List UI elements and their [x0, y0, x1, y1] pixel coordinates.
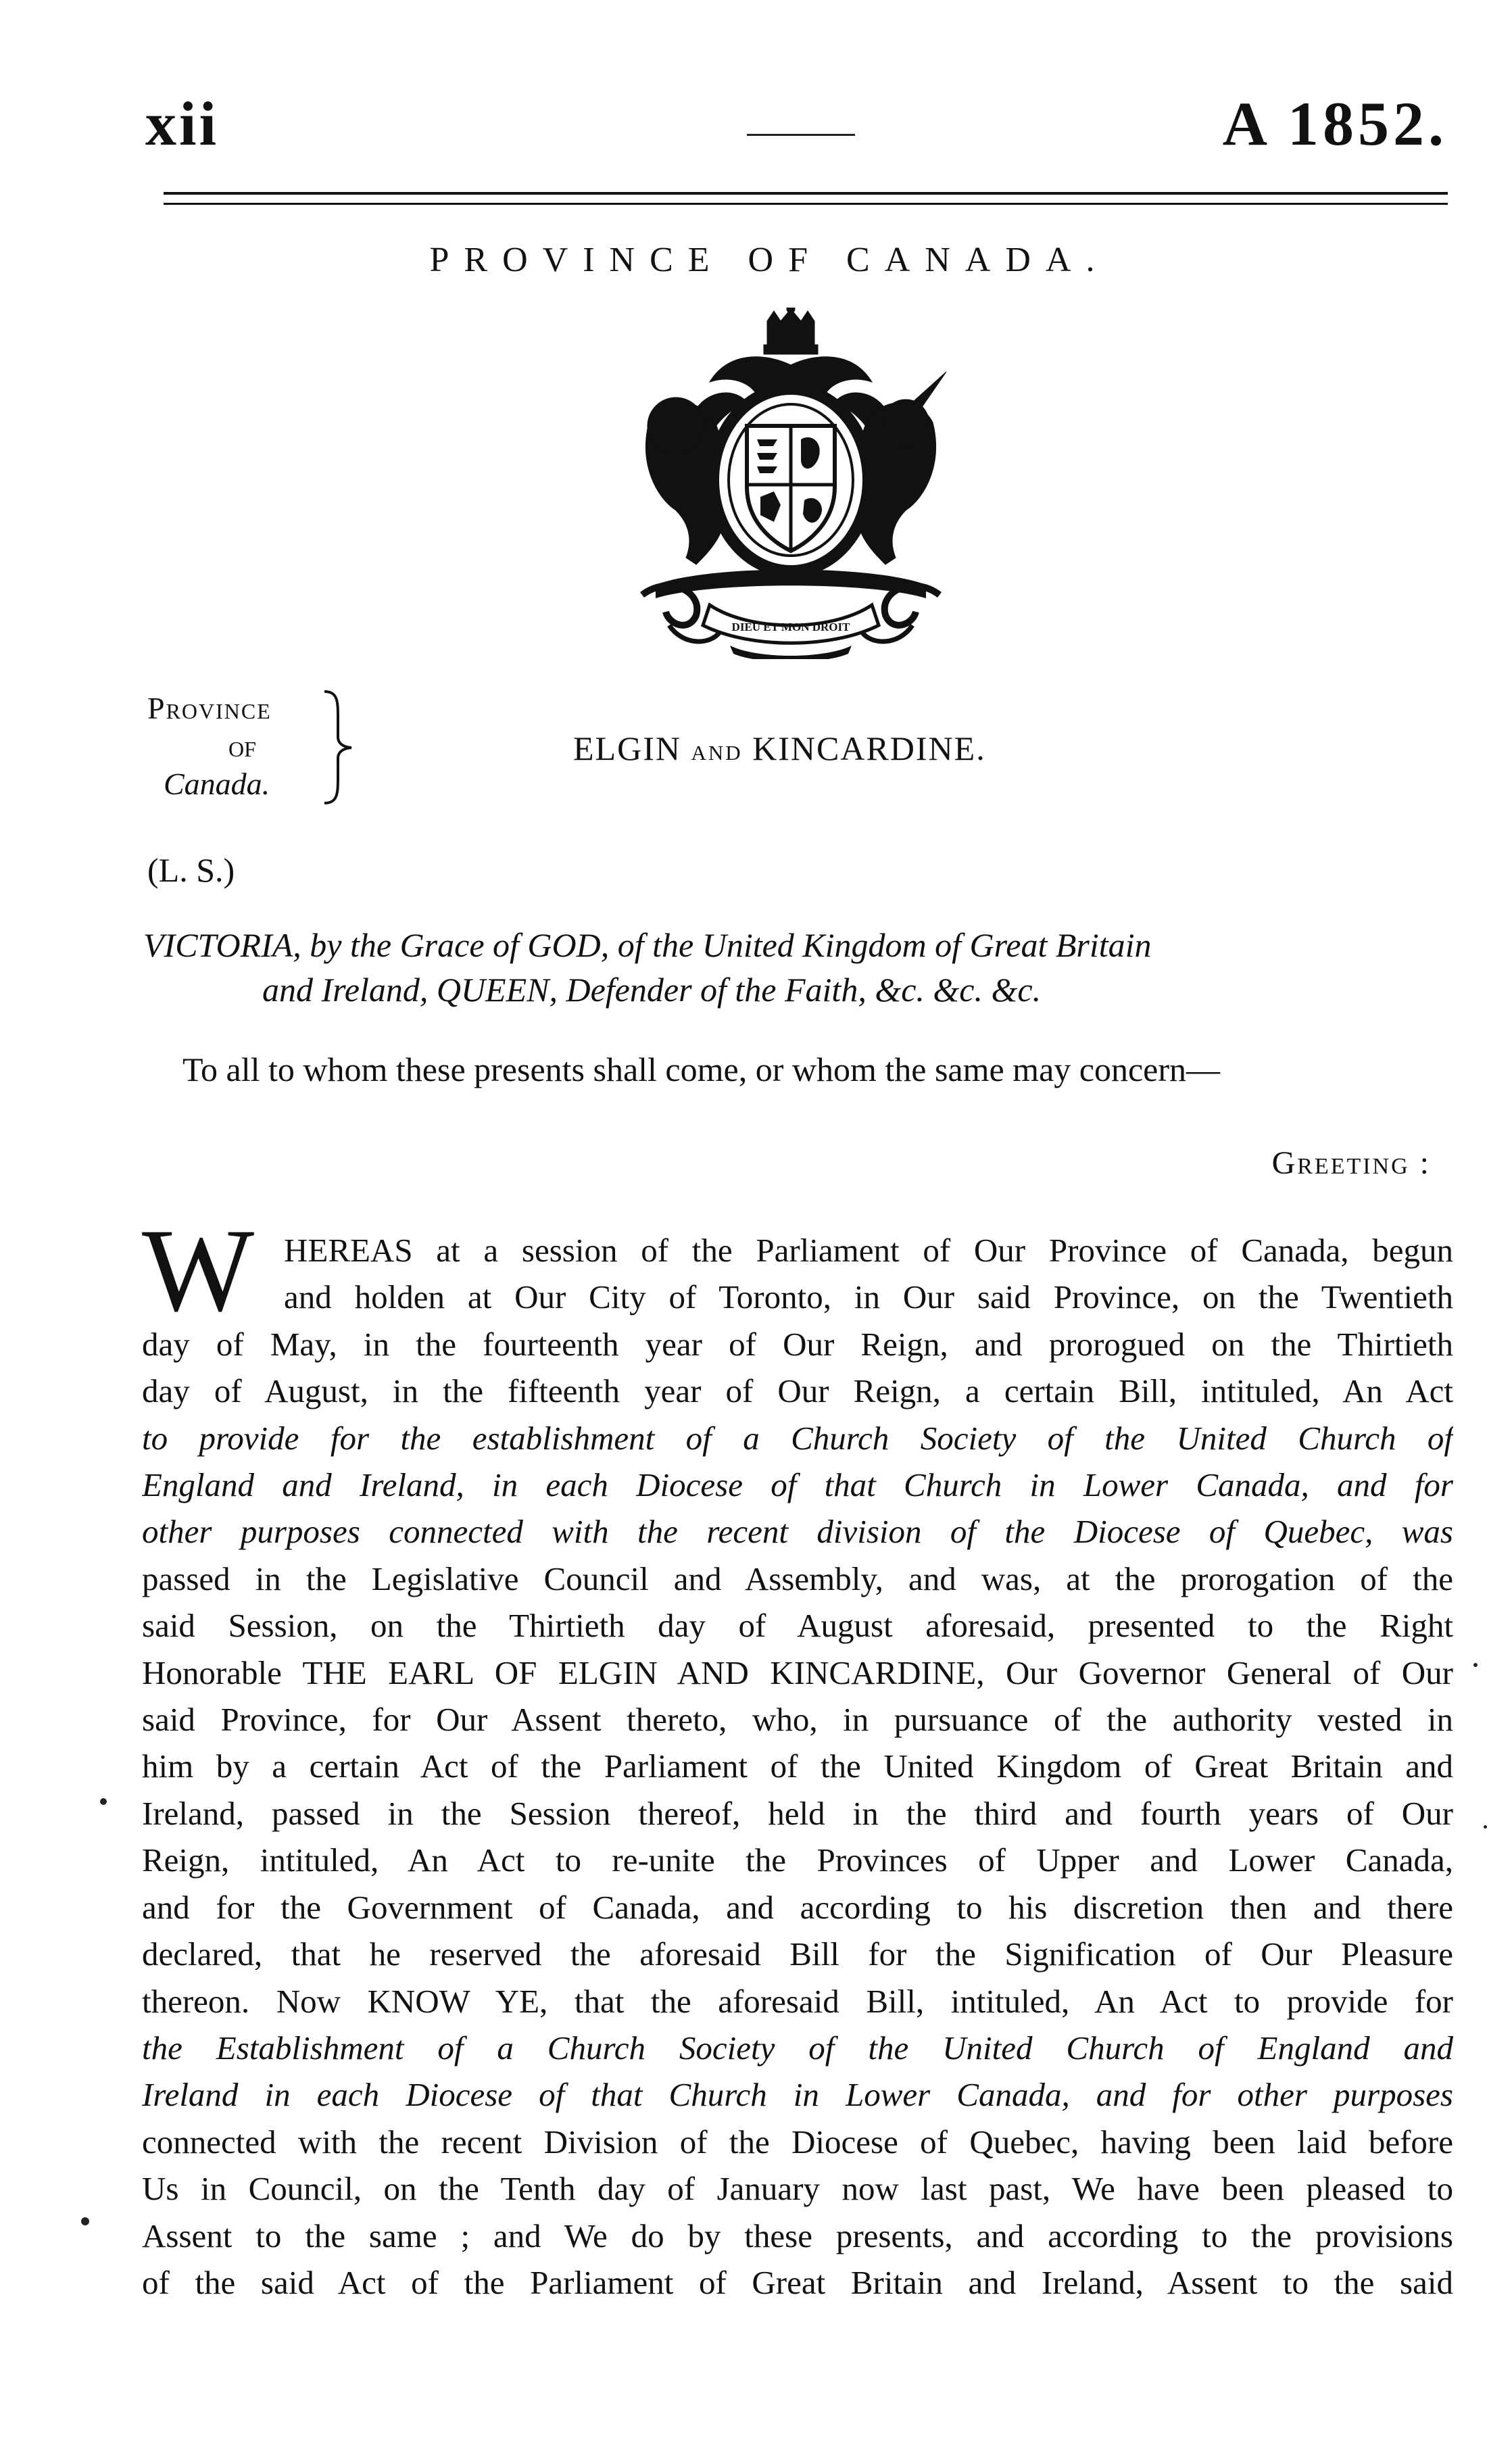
greeting: Greeting : — [1271, 1145, 1431, 1181]
margin-label-line3: Canada. — [164, 767, 270, 801]
body-line: him by a certain Act of the Parliament of the United Kingdom of Great Britain and — [142, 1747, 1453, 1785]
body-line: Ireland, passed in the Session thereof, held in the third and fourth years of Our — [142, 1794, 1453, 1832]
body-line: day of May, in the fourteenth year of Our Reign, and prorogued on the Thirtieth — [142, 1325, 1453, 1363]
body-line: the Establishment of a Church Society of the United Church of England and — [142, 2029, 1453, 2067]
body-line: declared, that he reserved the aforesaid Bill for the Signification of Our Pleasure — [142, 1935, 1453, 1973]
body-line: of the said Act of the Parliament of Great Britain and Ireland, Assent to the said — [142, 2263, 1453, 2301]
royal-coat-of-arms-icon — [629, 308, 953, 659]
drop-cap: W — [142, 1205, 255, 1336]
body-line: and holden at Our City of Toronto, in Our said Province, on the Twentieth — [284, 1278, 1453, 1316]
royal-style-line2: and Ireland, QUEEN, Defender of the Faith, &c. &c. &c. — [262, 971, 1042, 1009]
right-brace-icon — [318, 688, 358, 806]
arms-motto: DIEU ET MON DROIT — [731, 621, 850, 633]
signatory-conjunction: and — [691, 733, 743, 767]
scan-speck — [1484, 1825, 1487, 1829]
body-line: England and Ireland, in each Diocese of that Church in Lower Canada, and for — [142, 1466, 1453, 1504]
body-line: HEREAS at a session of the Parliament of Our Province of Canada, begun — [284, 1232, 1453, 1269]
body-line: passed in the Legislative Council and Assembly, and was, at the prorogation of the — [142, 1560, 1453, 1597]
body-line: to provide for the establishment of a Church Society of the United Church of — [142, 1419, 1453, 1457]
address-line: To all to whom these presents shall come, or whom the same may concern— — [182, 1051, 1220, 1088]
body-line: and for the Government of Canada, and according to his discretion then and there — [142, 1888, 1453, 1926]
body-line: Us in Council, on the Tenth day of January now last past, We have been pleased to — [142, 2170, 1453, 2208]
page-number: xii — [145, 89, 220, 158]
margin-label-line2: of — [228, 729, 256, 763]
royal-style-line1: VICTORIA, by the Grace of GOD, of the United Kingdom of Great Britain — [143, 926, 1152, 964]
body-line: day of August, in the fifteenth year of Our Reign, a certain Bill, intituled, An Act — [142, 1372, 1453, 1410]
scan-speck — [81, 2217, 89, 2225]
body-line: Assent to the same ; and We do by these presents, and according to the provisions — [142, 2217, 1453, 2254]
body-line: Ireland in each Diocese of that Church in Lower Canada, and for other purposes — [142, 2076, 1453, 2114]
signatory-part2: KINCARDINE. — [742, 729, 986, 767]
signatory-part1: ELGIN — [573, 729, 691, 767]
signatory-name — [573, 729, 986, 768]
header-rule-top — [164, 192, 1448, 195]
header-rule-bottom — [164, 203, 1448, 205]
body-line: connected with the recent Division of the Diocese of Quebec, having been laid before — [142, 2123, 1453, 2160]
scan-speck — [1473, 1663, 1478, 1667]
body-line: Reign, intituled, An Act to re-unite the Provinces of Upper and Lower Canada, — [142, 1841, 1453, 1879]
seal-mark: (L. S.) — [147, 851, 235, 889]
body-line: other purposes connected with the recent division of the Diocese of Quebec, was — [142, 1513, 1453, 1551]
page-year: A 1852. — [1222, 89, 1448, 158]
margin-label-line1: Province — [147, 691, 272, 725]
body-line: thereon. Now KNOW YE, that the aforesaid Bill, intituled, An Act to provide for — [142, 1982, 1453, 2020]
scan-speck — [100, 1798, 107, 1805]
royal-style — [143, 923, 1461, 1012]
document-title: PROVINCE OF CANADA. — [429, 241, 1110, 279]
body-paragraph — [142, 1227, 1453, 2306]
body-line: said Province, for Our Assent thereto, who, in pursuance of the authority vested in — [142, 1701, 1453, 1739]
body-line: said Session, on the Thirtieth day of August aforesaid, presented to the Right — [142, 1607, 1453, 1645]
body-line: Honorable THE EARL OF ELGIN AND KINCARDINE, Our Governor General of Our — [142, 1653, 1453, 1691]
header-dash — [747, 134, 855, 136]
